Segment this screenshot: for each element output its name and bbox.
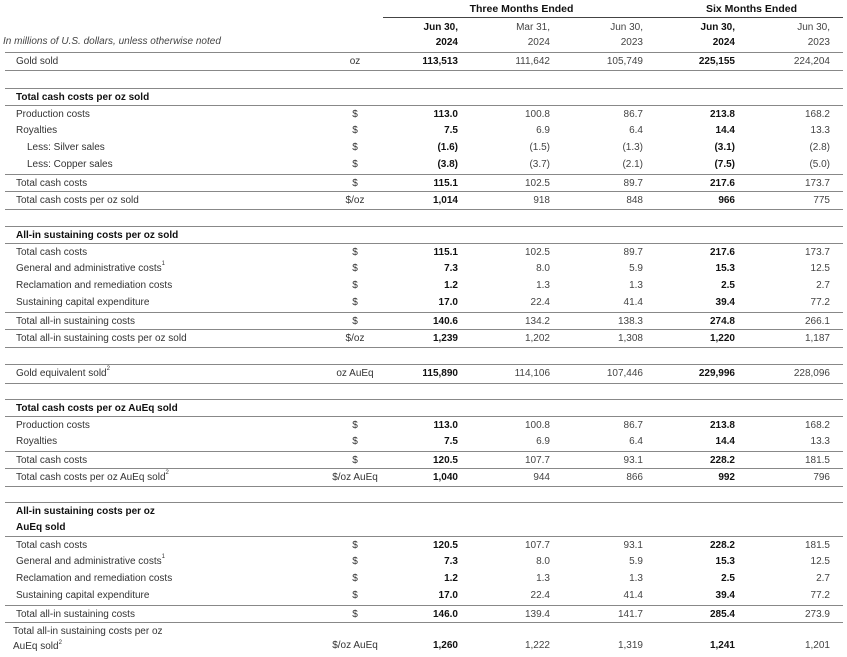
table-row: Production costs $ 113.0 100.8 86.7 213.8 168.2 [5,105,843,123]
table-row: Total cash costs per oz AuEq sold$^2$ $/oz AuEq 1,040 944 866 992 796 [5,468,843,487]
table-row: Sustaining capital expenditure $ 17.0 22.4 41.4 39.4 77.2 [16,590,830,601]
header-six-months: Six Months Ended [660,2,843,18]
table-row: Total all-in sustaining costs $ 146.0 139.4 141.7 285.4 273.9 [5,605,843,623]
table-row: General and administrative costs$^1$ $ 7.3 8.0 5.9 15.3 12.5 [16,261,830,274]
table-row: Reclamation and remediation costs $ 1.2 1.3 1.3 2.5 2.7 [16,280,830,291]
table-row: Less: Silver sales $ (1.6) (1.5) (1.3) (3.1) (2.8) [27,142,830,153]
section-title: All-in sustaining costs per oz AuEq sold [5,502,843,537]
table-row: Total cash costs per oz sold $/oz 1,014 918 848 966 775 [5,191,843,210]
table-row: Total all-in sustaining costs per oz sold $/oz 1,239 1,202 1,308 1,220 1,187 [5,329,843,348]
table-row: Total all-in sustaining costs per oz AuEq sold$^2$ $/oz AuEq 1,260 1,222 1,319 1,241 1,201 [5,622,843,655]
table-row: Less: Copper sales $ (3.8) (3.7) (2.1) (7.5) (5.0) [27,159,830,170]
section-title: All-in sustaining costs per oz sold [5,226,843,244]
table-row: Total cash costs $ 115.1 102.5 89.7 217.6 173.7 [5,174,843,192]
header-three-months: Three Months Ended [383,2,660,18]
table-row: Total all-in sustaining costs $ 140.6 134.2 138.3 274.8 266.1 [5,312,843,330]
table-row: Total cash costs $ 120.5 107.7 93.1 228.2 181.5 [5,451,843,469]
section-title: Total cash costs per oz AuEq sold [5,399,843,417]
table-row: Royalties $ 7.5 6.9 6.4 14.4 13.3 [16,436,830,447]
units-note: In millions of U.S. dollars, unless otherwise noted [3,36,221,47]
table-row: General and administrative costs$^1$ $ 7.3 8.0 5.9 15.3 12.5 [16,554,830,567]
table-row: Production costs $ 113.0 100.8 86.7 213.8 168.2 [5,416,843,434]
table-row: Gold sold oz 113,513 111,642 105,749 225,155 224,204 [5,52,843,71]
table-row: Royalties $ 7.5 6.9 6.4 14.4 13.3 [16,125,830,136]
table-row: Total cash costs $ 120.5 107.7 93.1 228.2 181.5 [5,536,843,554]
financial-table: Three Months Ended Six Months Ended Jun 30, 2024 Mar 31, 2024 Jun 30, 2023 Jun 30, 2024 Jun 30, 2023 In millions of U.S. dollars, unless otherwise noted Gold sold oz 113,513 111,642 105,749 225,155 224,204 Total cash costs per oz sold Production costs $ 113.0 100.8 86.7 213.8 168.2 Royalties $ 7.5 6.9 6.4 14.4 13.3 Less: Silver sales $ (1.6) (1.5) (1.3) (3.1) (2.8) Less: Copper sales $ (3.8) (3.7) (2.1) (7.5) (5.0) Total cash costs $ 115.1 102.5 89.7 217.6 173.7 Total cash costs per oz sold $/oz 1,014 918 848 966 775 All-in sustaining costs per oz sold Total cash costs $ 115.1 102.5 89.7 217.6 173.7 General and administrative costs$^1$ $ 7.3 8.0 5.9 15.3 12.5 Reclamation and remediation costs $ 1.2 1.3 1.3 2.5 2.7 Sustaining capital expenditure $ 17.0 22.4 41.4 39.4 77.2 Total all-in sustaining costs $ 140.6 134.2 138.3 274.8 266.1 Total all-in sustaining costs per oz sold $/oz 1,239 1,202 1,308 1,220 1,187 Gold equivalent sold$^2$ oz AuEq 115,890 114,106 107,446 229,996 228,096 Total cash costs per oz AuEq sold Production costs $ 113.0 100.8 86.7 213.8 168.2 Royalties $ 7.5 6.9 6.4 14.4 13.3 Total cash costs $ 120.5 107.7 93.1 228.2 181.5 Total cash costs per oz AuEq sold$^2$ $/oz AuEq 1,040 944 866 992 796 All-in sustaining costs per oz AuEq sold Total cash costs $ 120.5 107.7 93.1 228.2 181.5 General and administrative costs$^1$ $ 7.3 8.0 5.9 15.3 12.5 Reclamation and remediation costs $ 1.2 1.3 1.3 2.5 2.7 Sustaining capital expenditure $ 17.0 22.4 41.4 39.4 77.2 Total all-in sustaining costs $ 146.0 139.4 141.7 285.4 273.9 Total all-in sustaining costs per oz AuEq sold$^2$ $/oz AuEq 1,260 1,222 1,319 1,241 1,201 [0,0,847,657]
section-title: Total cash costs per oz sold [5,88,843,106]
table-row: Total cash costs $ 115.1 102.5 89.7 217.6 173.7 [5,243,843,261]
table-row: Gold equivalent sold$^2$ oz AuEq 115,890 114,106 107,446 229,996 228,096 [5,364,843,384]
table-row: Reclamation and remediation costs $ 1.2 1.3 1.3 2.5 2.7 [16,573,830,584]
table-row: Sustaining capital expenditure $ 17.0 22.4 41.4 39.4 77.2 [16,297,830,308]
